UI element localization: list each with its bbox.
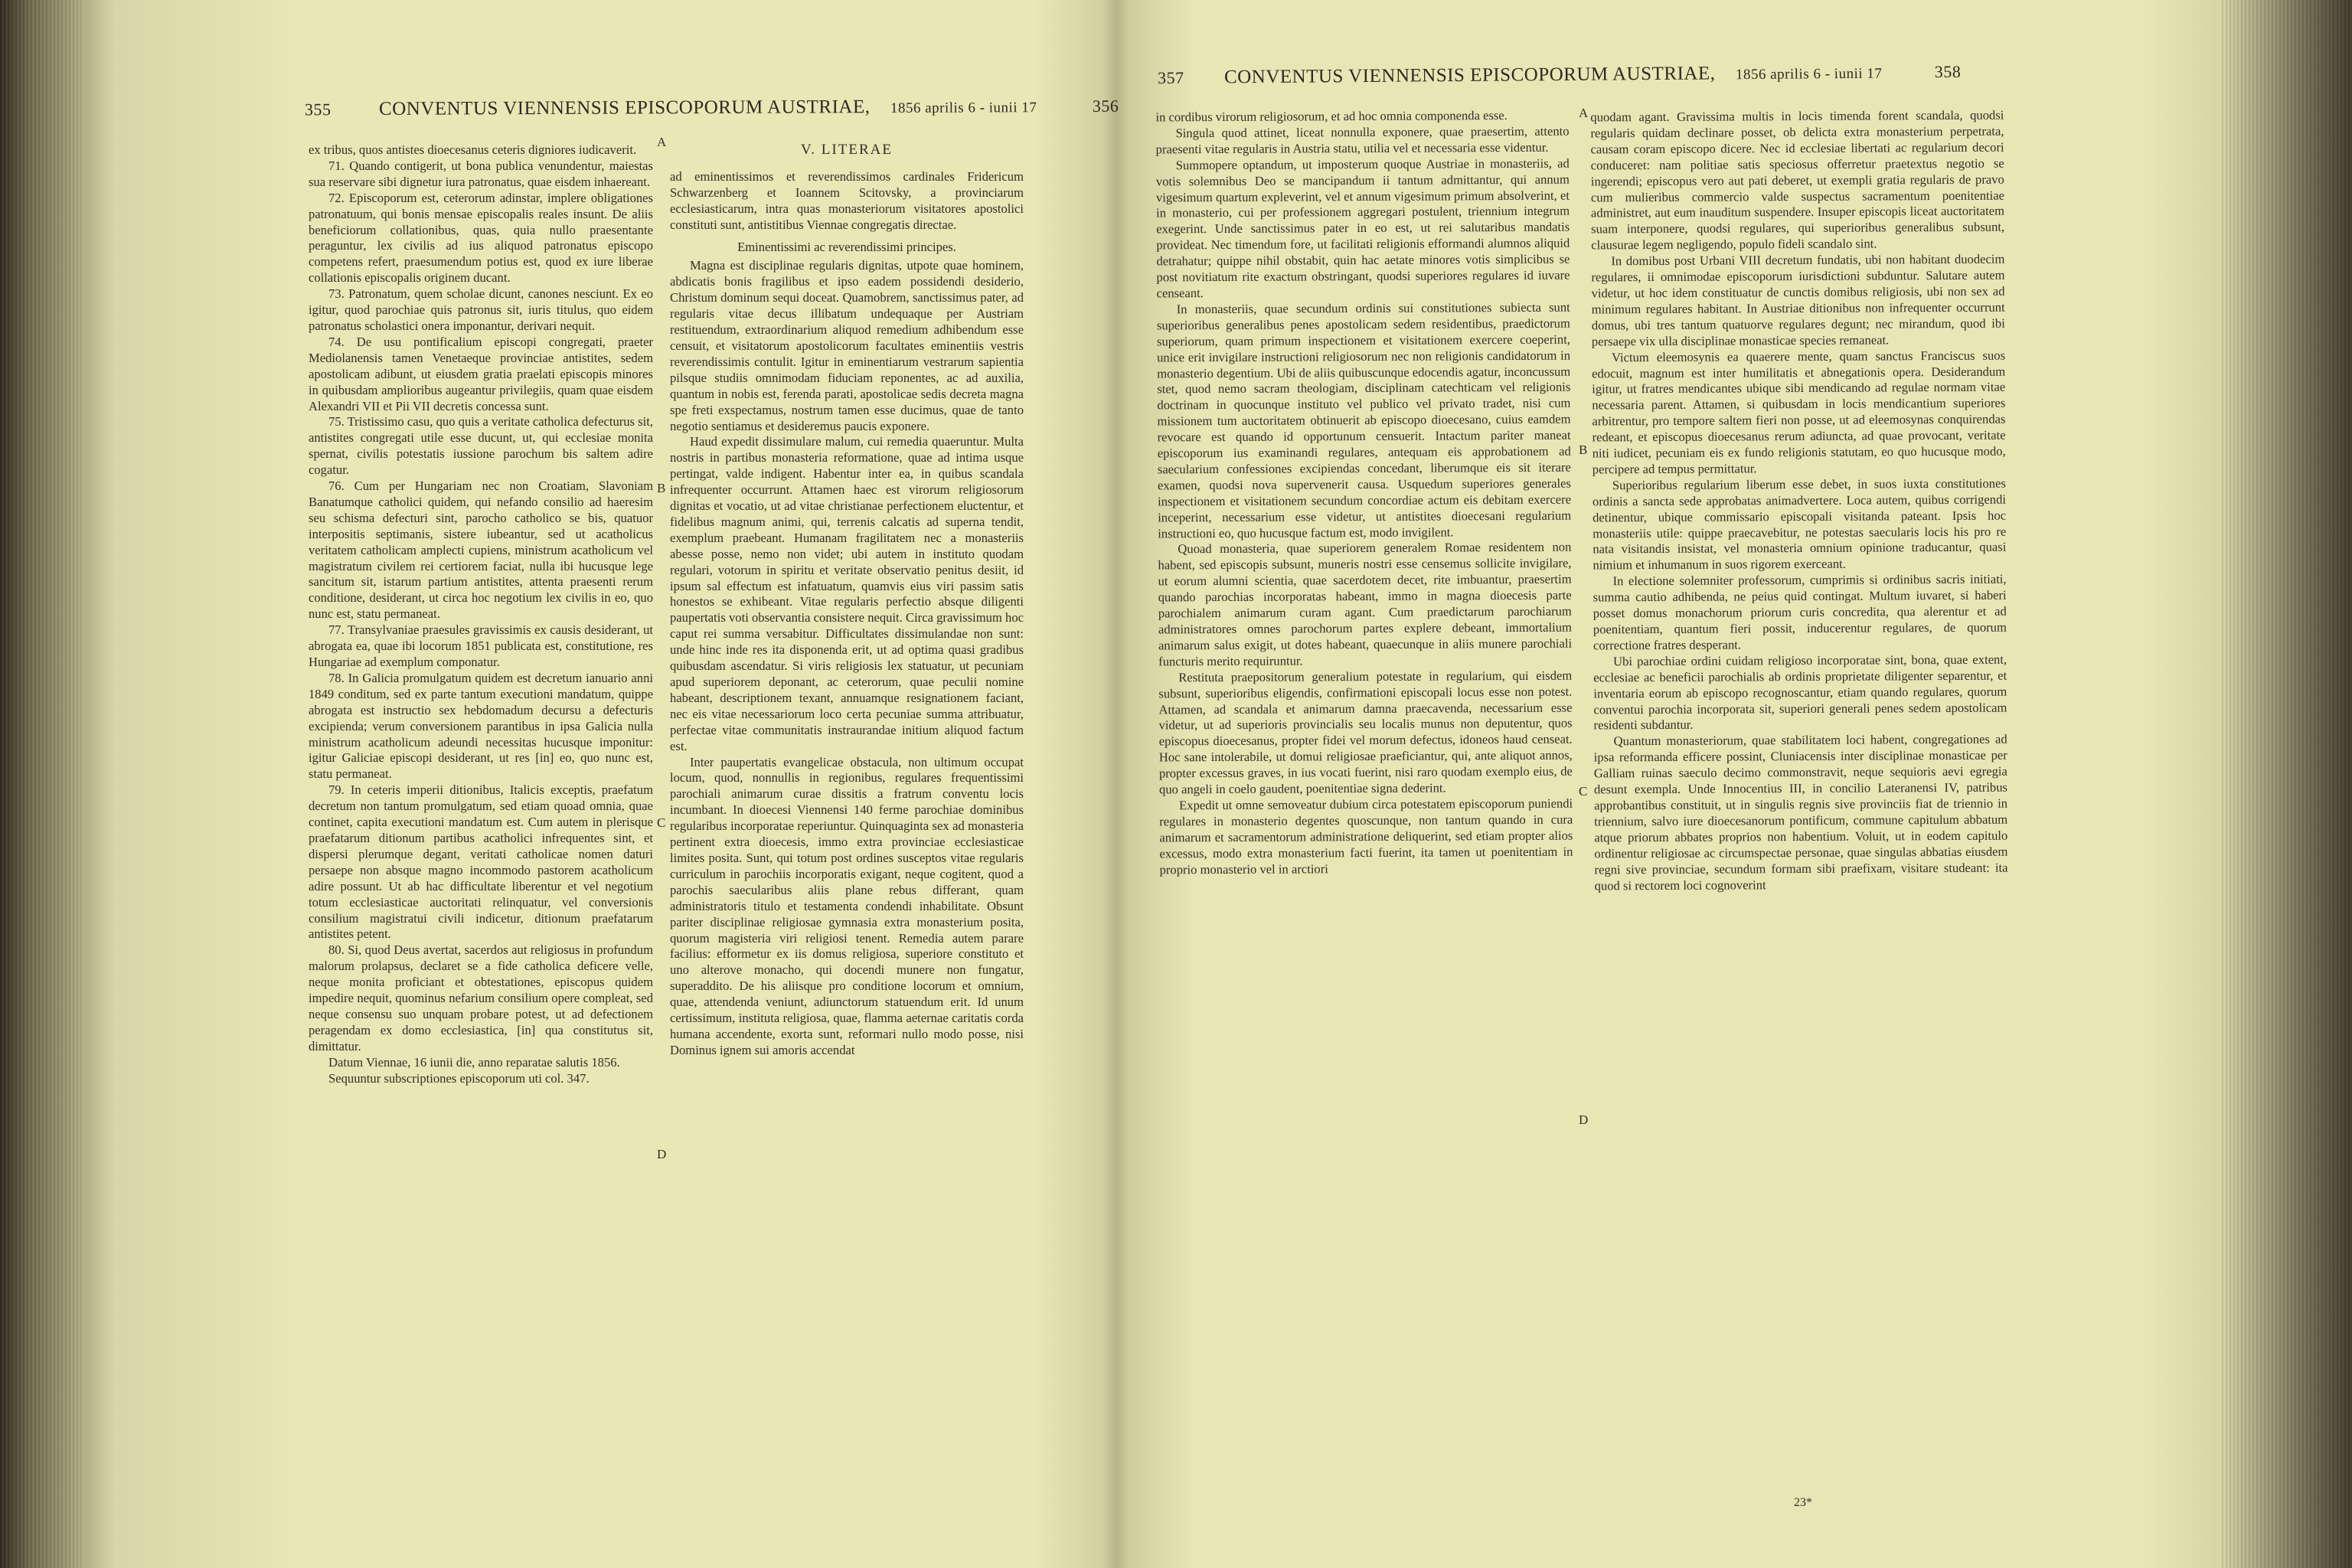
paragraph: in cordibus virorum religiosorum, et ad hoc omnia componenda esse. — [1155, 108, 1508, 125]
paragraph: 77. Transylvaniae praesules gravissimis ex causis desiderant, ut abrogata ea, quae ibi locorum 1851 publicata est, constitutione, res Hungariae ad exemplum componatur. — [309, 622, 653, 669]
paragraph: Restituta praepositorum generalium potestate in regularium, qui eisdem subsunt, superioribus eligendis, confirmationi episcopali locus esse non potest. Attamen, ad scandala et animarum damna praecavenda, necessarium esse videtur, ut ad superioris provincialis seu localis munus non deputentur, quos episcopus dioecesanus, propter fidei vel morum defectus, idoneos haud censeat. Hoc sane intolerabile, ut domui religiosae praeficiantur, qui, ante aliquot annos, propter excessus graves, in ius vocati fuerint, nisi raro quodam exemplo eius, de quo angeli in coelo gaudent, poenitentiae signa dederint. — [1158, 668, 1573, 797]
left-column-1 — [309, 142, 653, 1086]
paragraph: 71. Quando contigerit, ut bona publica venundentur, maiestas sua reservare sibi dignetur iura patronatus, quae eisdem inhaereant. — [309, 158, 653, 189]
paragraph: 79. In ceteris imperii ditionibus, Italicis exceptis, praefatum decretum non tantum promulgatum, sed etiam quoad omnia, quae continet, capita executioni mandatum est. Cum autem in plerisque praefatarum ditionum partibus acatholici infrequentes sint, et dispersi plerumque degant, veritati catholicae nomen daturi persaepe non absque magno incommodo pastorem acatholicum adire possunt. Ut ab hac difficultate liberentur et vel negotium totum ecclesiasticae auctoritati relinquatur, vel conversionis consilium magistratui civili indicetur, ditionum praefatarum antistites petent. — [309, 782, 653, 942]
paragraph: In domibus post Urbani VIII decretum fundatis, ubi non habitant duodecim regulares, ii omnimodae episcoporum iurisdictioni subduntur. Salutare autem videtur, ut hoc idem constituatur de cunctis domibus religiosis, ubi non sex ad minimum regulares habitant. In Austriae ditionibus non infrequenter occurrunt domus, ubi tres tantum quatuorve regulares degunt; nec mirandum, quod ibi persaepe vix ulla disciplinae monasticae species remaneat. — [1591, 251, 2005, 349]
paragraph: Superioribus regularium liberum esse debet, in suos iuxta constitutiones ordinis a sancta sede approbatas animadvertere. Loca autem, quibus corrigendi detinentur, ubique commissario episcopali visitanda pateant. Ipsis hoc monasteriis utile: quippe praecavebitur, ne potestas saecularis locis his pro re nata visitandis insistat, vel monasteria omnium opinione traducantur, quasi nimium et inhumanum in suos rigorem exerceant. — [1592, 475, 2007, 573]
salutation: Eminentissimi ac reverendissimi principes. — [737, 239, 956, 254]
paragraph: In monasteriis, quae secundum ordinis sui constitutiones subiecta sunt superioribus generalibus penes apostolicam sedem residentibus, praedictorum superiorum, quam primum inspectionem et visitationem exercere coeperint, unice erit invigilare instructioni religiosorum nec non religionis candidatorum in monasterio degentium. Ubi de aliis quibuscunque edocendis agatur, inconcussum stet, quod nemo sacram theologiam, disciplinam catechticam vel religionis doctrinam in quocunque instituto vel publico vel privato tradet, nisi cum missionem tum auctoritatem obtinuerit ab episcopo dioecesano, cuius eamdem revocare est quando id opportunum censuerit. Intactum pariter maneat episcoporum ius examinandi regulares, antequam eis approbationem ad saecularium confessiones excipiendas concedant, liberumque eis sit iterare examen, quodsi nova supervenerit causa. Usquedum superiores generales inspectionem et visitationem secundum concordiae actum eis debitam exercere inceperint, necessarium esse videtur, ut antistites dioecesani regularium instructioni eo, quo hucusque factum est, modo invigilent. — [1156, 299, 1572, 541]
paragraph: 75. Tristissimo casu, quo quis a veritate catholica defecturus sit, antistites congregati utile esse ducunt, ut, qui ecclesiae monita spernat, civilis potestatis iussione parochum bis saltem adire cogatur. — [309, 414, 653, 478]
paragraph: quodam agant. Gravissima multis in locis timenda forent scandala, quodsi regularis quidam declinare posset, ob delicta extra monasterium perpetrata, causam coram episcopo dicere. Nec id ecclesiae libertati ac regularium decori conduceret: nam politiae satis speciosus offerretur praetextus negotio se ingerendi; episcopus vero aut pati deberet, ut exempli gratia regularis de pravo cum mulieribus commercio valde suspectus sacramentum poenitentiae administret, aut eum inauditum suspendere. Insuper episcopis liceat auctoritatem suam interponere, quodsi regulares, qui superioribus generalibus subsunt, clausurae legem negligendo, populo fideli scandalo sint. — [1590, 107, 2005, 253]
margin-marker-d: D — [1579, 1112, 1589, 1127]
right-running-title: CONVENTUS VIENNENSIS EPISCOPORUM AUSTRIAE, — [1223, 63, 1716, 88]
paragraph: 74. De usu pontificalium episcopi congregati, praeter Mediolanensis tamen Venetaeque provinciae antistites, sedem apostolicam adibunt, ut eiusdem gratia praelati episcopis minores in quibusdam amplioribus augeantur privilegiis, quam quae eisdem Alexandri VII et Pii VII decretis concessa sunt. — [309, 334, 653, 413]
paragraph: Singula quod attinet, liceat nonnulla exponere, quae praesertim, attento praesenti vitae regularis in Austria statu, utilia vel et necessaria esse videntur. — [1155, 123, 1570, 157]
left-page-number-inner: 356 — [1092, 96, 1119, 116]
left-page-number-outer: 355 — [304, 100, 332, 119]
paragraph: 76. Cum per Hungariam nec non Croatiam, Slavoniam Banatumque catholici quidem, qui nefando consilio ad haeresim seu schisma defecturi sint, parocho catholico se bis, quatuor interpositis septimanis, sistere iubeantur, sed ut acatholicus veritatem catholicam amplecti cupiens, ministrum acatholicum vel magistratum civilem rei certiorem faciat, nulla ibi hucusque lege sancitum sit, istarum partium antistites, attenta praesenti rerum conditione, desiderant, ut circa hoc negotium lex civilis in eo, quo nunc est, statu permaneat. — [309, 479, 653, 622]
left-page — [0, 0, 1133, 1568]
right-column-2 — [1590, 108, 2007, 894]
margin-marker-b: B — [1579, 443, 1588, 457]
paragraph: Haud expedit dissimulare malum, cui remedia quaeruntur. Multa nostris in partibus monasteria reformatione, quae ad intima usque pertingat, valde indigent. Habentur inter ea, in quibus scandala infrequenter occurrunt. Attamen haec est virorum religiosorum dignitas et vocatio, ut ad vitae christianae perfectionem eluctentur, et fidelibus magnum animi, qui, terrenis calcatis ad superna tendit, exemplum praebeant. Humanam fragilitatem nec a monasteriis abesse posse, nemo non videt; ubi autem in instituto quodam regulari, votorum in spiritu et veritate observatio penitus desiit, id ipsum sal effectum est infatuatum, quamvis eius viri passim satis honestos se exhibeant. Vitae regularis perfectio absque diligenti paupertatis voti observantia consistere nequit. Circa gravissimum hoc caput rei summa versabitur. Difficultates dissimulandae non sunt: unde hinc inde res ita disponenda erit, ut ad optima quasi gradibus quibusdam ascendatur. Si viris religiosis lex statuatur, ut pecuniam apud superiorem deponant, ac ceterorum, quae peculii nomine habeant, descriptionem texant, annuamque resignationem faciant, nec eis vitae necessariorum loco certa pecuniae summa attribuatur, perfectae vitae communitatis instraurandae initium aliquod factum est. — [670, 434, 1024, 753]
margin-marker-a: A — [1579, 106, 1589, 120]
right-page-number-inner: 358 — [1934, 61, 1962, 82]
left-running-title: CONVENTUS VIENNENSIS EPISCOPORUM AUSTRIAE, — [378, 96, 871, 119]
paragraph: Victum eleemosynis ea quaerere mente, quam sanctus Franciscus suos edocuit, magnum est inter humilitatis et abnegationis opera. Desiderandum igitur, ut fratres mendicantes ubique sibi mendicando ad regulae normam vitae necessaria parent. Attamen, si quibusdam in locis mendicantium superiores arbitrentur, pro tempore saltem fieri non posse, ut ad eleemosynas conquirendas redeant, et episcopus dioecesanus rerum adiuncta, ad quae provocant, veritate niti iudicet, pecuniam eis ex fundo religionis statutam, eo quo hucusque modo, percipere ad tempus permittatur. — [1592, 348, 2006, 477]
paragraph: ex tribus, quos antistes dioecesanus ceteris digniores iudicaverit. — [309, 142, 637, 157]
paragraph: 72. Episcoporum est, ceterorum adinstar, implere obligationes patronatuum, qui bonis mensae episcopalis reales insunt. De aliis beneficiorum collationibus, quas, quia nullo praesentante peraguntur, lex civilis ad ius aliquod patronatus episcopo competens refert, praesumendum potius est, quod ex iure liberae collationis episcopalis originem ducant. — [309, 190, 653, 286]
paragraph: 73. Patronatum, quem scholae dicunt, canones nesciunt. Ex eo igitur, quod parochiae quis patronus sit, iuris titulus, quo eidem patronatus scholastici onera imponantur, derivari nequit. — [309, 286, 653, 333]
margin-marker-a: A — [657, 135, 667, 149]
closing-line: Sequuntur subscriptiones episcoporum uti col. 347. — [328, 1070, 590, 1086]
left-running-dates: 1856 aprilis 6 - iunii 17 — [890, 100, 1037, 116]
right-page-header — [1158, 61, 1962, 89]
left-column-2 — [670, 139, 1024, 1059]
margin-marker-b: B — [657, 481, 666, 495]
paragraph: In electione solemniter professorum, cumprimis si ordinibus sacris initiati, summa cautio adhibenda, ne peius quid contingat. Multum iuvaret, si haberi posset domus monachorum priorum curis concredita, qua alerentur et ad poenitentiam, quantum fieri possit, inducerentur regulares, de quorum correctione fratres desperant. — [1592, 571, 2007, 653]
paragraph: Inter paupertatis evangelicae obstacula, non ultimum occupat locum, quod, nonnullis in regionibus, regulares frequentissimi parochiali animarum curae dissitis a fratrum conventu locis incumbant. In dioecesi Viennensi 140 ferme parochiae dominibus regularibus incorporatae reperiuntur. Quinquaginta sex ad monasteria pertinent extra dioecesis, immo extra provinciae ecclesiasticae limites posita. Sunt, qui totum post ordines susceptos vitae regularis curriculum in parochiis incorporatis exigant, neque cogitent, quod a parochis saecularibus aliis plane rebus differant, quam administratoris titulo et testamenta condendi inhabilitate. Obsunt pariter disciplinae religiosae gymnasia extra monasterium posita, quorum magisteria viri religiosi tenent. Remedia autem parare facilius: efformetur ex iis domus religiosa, superiore constituto et uno alterove monacho, qui docendi munere non fungatur, superaddito. De his aliisque pro conditione locorum et omnium, quae, attendenda veniunt, adiunctorum statuendum erit. Id unum certissimum, instituta religiosa, quae, flamma aeternae caritatis corda humana accendente, exorta sunt, reformari nullo modo posse, nisi Dominus ignem sui amoris accendat — [670, 754, 1024, 1057]
right-page-number-outer: 357 — [1157, 67, 1184, 88]
margin-marker-c: C — [1579, 784, 1588, 799]
right-column-1 — [1155, 108, 1573, 878]
paragraph: 78. In Galicia promulgatum quidem est decretum ianuario anni 1849 conditum, sed ex parte tantum executioni mandatum, quippe abrogata est instructio sex hebdomadum decursu a defecturis excipienda; verum conversionem parantibus in ipsa Galicia nulla ministrum acatholicum adeundi necessitas hucusque imponitur: igitur Galiciae episcopi desiderant, ut res [in] eo, quo nunc est, statu permaneat. — [309, 670, 653, 782]
paragraph: Quoad monasteria, quae superiorem generalem Romae residentem non habent, sed episcopis subsunt, muneris nostri esse censemus sollicite invigilare, ut eorum alumni scientia, quae sacerdotem decet, rite imbuantur, praesertim quando parochias incorporatas habeant, immo in magna dioecesis parte parochialem animarum curam agant. Cum praedictarum parochiarum administratores omnes parochorum partes explere debeant, immortalium animarum salus exigit, ut dotes habeant, quaecunque in aliis munere parochiali functuris merito requiruntur. — [1158, 540, 1573, 669]
date-line: Datum Viennae, 16 iunii die, anno reparatae salutis 1856. — [328, 1054, 620, 1070]
paragraph: Expedit ut omne semoveatur dubium circa potestatem episcoporum puniendi regulares in monasterio degentes quoscunque, non tantum quando in cura animarum et sacramentorum administratione deliquerint, sed etiam propter alios excessus, modo extra monasterium facti fuerint, ita tamen ut poenitentiam in proprio monasterio vel in arctiori — [1159, 795, 1573, 877]
left-page-header — [305, 96, 1119, 121]
paragraph: 80. Si, quod Deus avertat, sacerdos aut religiosus in profundum malorum prolapsus, declaret se a fide catholica deficere velle, neque monita proficiant et obtestationes, episcopus quidem impedire nequit, quominus nefarium consilium opere compleat, sed neque consensu suo unquam probare potest, ut ad defectionem peragendam ex domo ecclesiastica, [in] qua constitutus sit, dimittatur. — [309, 942, 653, 1054]
paragraph: Ubi parochiae ordini cuidam religioso incorporatae sint, bona, quae extent, ecclesiae ac beneficii parochialis ab ordinis proprietate diligenter separentur, et inventaria eorum ab episcopo recognoscantur, etiam quando regulares, quorum conventui parochia incorporata sit, superiori generali penes sedem apostolicam residenti subdantur. — [1593, 652, 2007, 733]
signature-mark: 23* — [1794, 1496, 1812, 1509]
section-heading: V. LITERAE — [801, 142, 893, 158]
paragraph: Summopere optandum, ut imposterum quoque Austriae in monasteriis, ad votis solemnibus Deo se mancipandum ii tantum admittantur, qui annum vigesimum quartum expleverint, vel et annum vigesimum primum absolverint, et in monasterio, cui per professionem aggregari postulent, triennium integrum exegerint. Unde sanctissimus pater in eo est, ut rei salutaribus mandatis provideat. Nec timendum fore, ut facilitati religionis efformandi alumnos aliquid detrahatur; quippe nihil obstabit, quin hac aetate minores votis simplicibus se post novitiatum rite exactum obstringant, quodsi superiores regulares id iuvare censeant. — [1155, 155, 1570, 301]
margin-marker-c: C — [657, 815, 666, 830]
right-running-dates: 1856 aprilis 6 - iunii 17 — [1735, 65, 1883, 83]
margin-marker-d: D — [657, 1147, 667, 1161]
paragraph: Quantum monasteriorum, quae stabilitatem loci habent, congregationes ad ipsa reformanda efficere possint, Cluniacensis inter disciplinae monasticae per Galliam ruinas saeculo decimo commonstravit, neque sequioris aevi egregia desunt exempla. Unde Innocentius III, in concilio Lateranensi IV, patribus approbantibus constituit, ut in singulis regnis sive provinciis fiat de triennio in triennium, salvo iure dioecesanorum pontificum, commune capitulum abbatum atque priorum abbates proprios non habentium. Voluit, ut in eodem capitulo ordinentur religiosae ac circumspectae personae, quae singulas abbatias eiusdem regni sive provinciae, secundum formam sibi praefixam, visitare studeant: ita quod si rectorem loci cognoverint — [1593, 731, 2008, 893]
paragraph: Magna est disciplinae regularis dignitas, utpote quae hominem, abdicatis bonis fragilibus et ipso eadem possidendi desiderio, Christum dominum sequi doceat. Quamobrem, sanctissimus pater, ad regularis vitae decus illibatum undequaque per Austriam restituendum, extraordinarium aliquod remedium adhibendum esse censuit, et visitatorum apostolicorum facultates eminentiis vestris reverendissimis contulit. Igitur in eminentiarum vestrarum sapientia pilsque studiis omnimodam fiduciam reponentes, ac ad auxilia, quantum in nobis est, ferenda parati, apostolicae sedis decreta magna spe freti exspectamus, nostrum tamen esse ducimus, quae de tanto negotio sentiamus et desideremus paucis exponere. — [670, 258, 1024, 433]
section-intro: ad eminentissimos et reverendissimos cardinales Fridericum Schwarzenberg et Ioannem Scitovsky, a provinciarum ecclesiasticarum, intra quas monasteriorum visitatores apostolici constituti sunt, antistitibus Viennae congregatis directae. — [670, 168, 1024, 232]
right-page — [1130, 0, 2352, 1568]
